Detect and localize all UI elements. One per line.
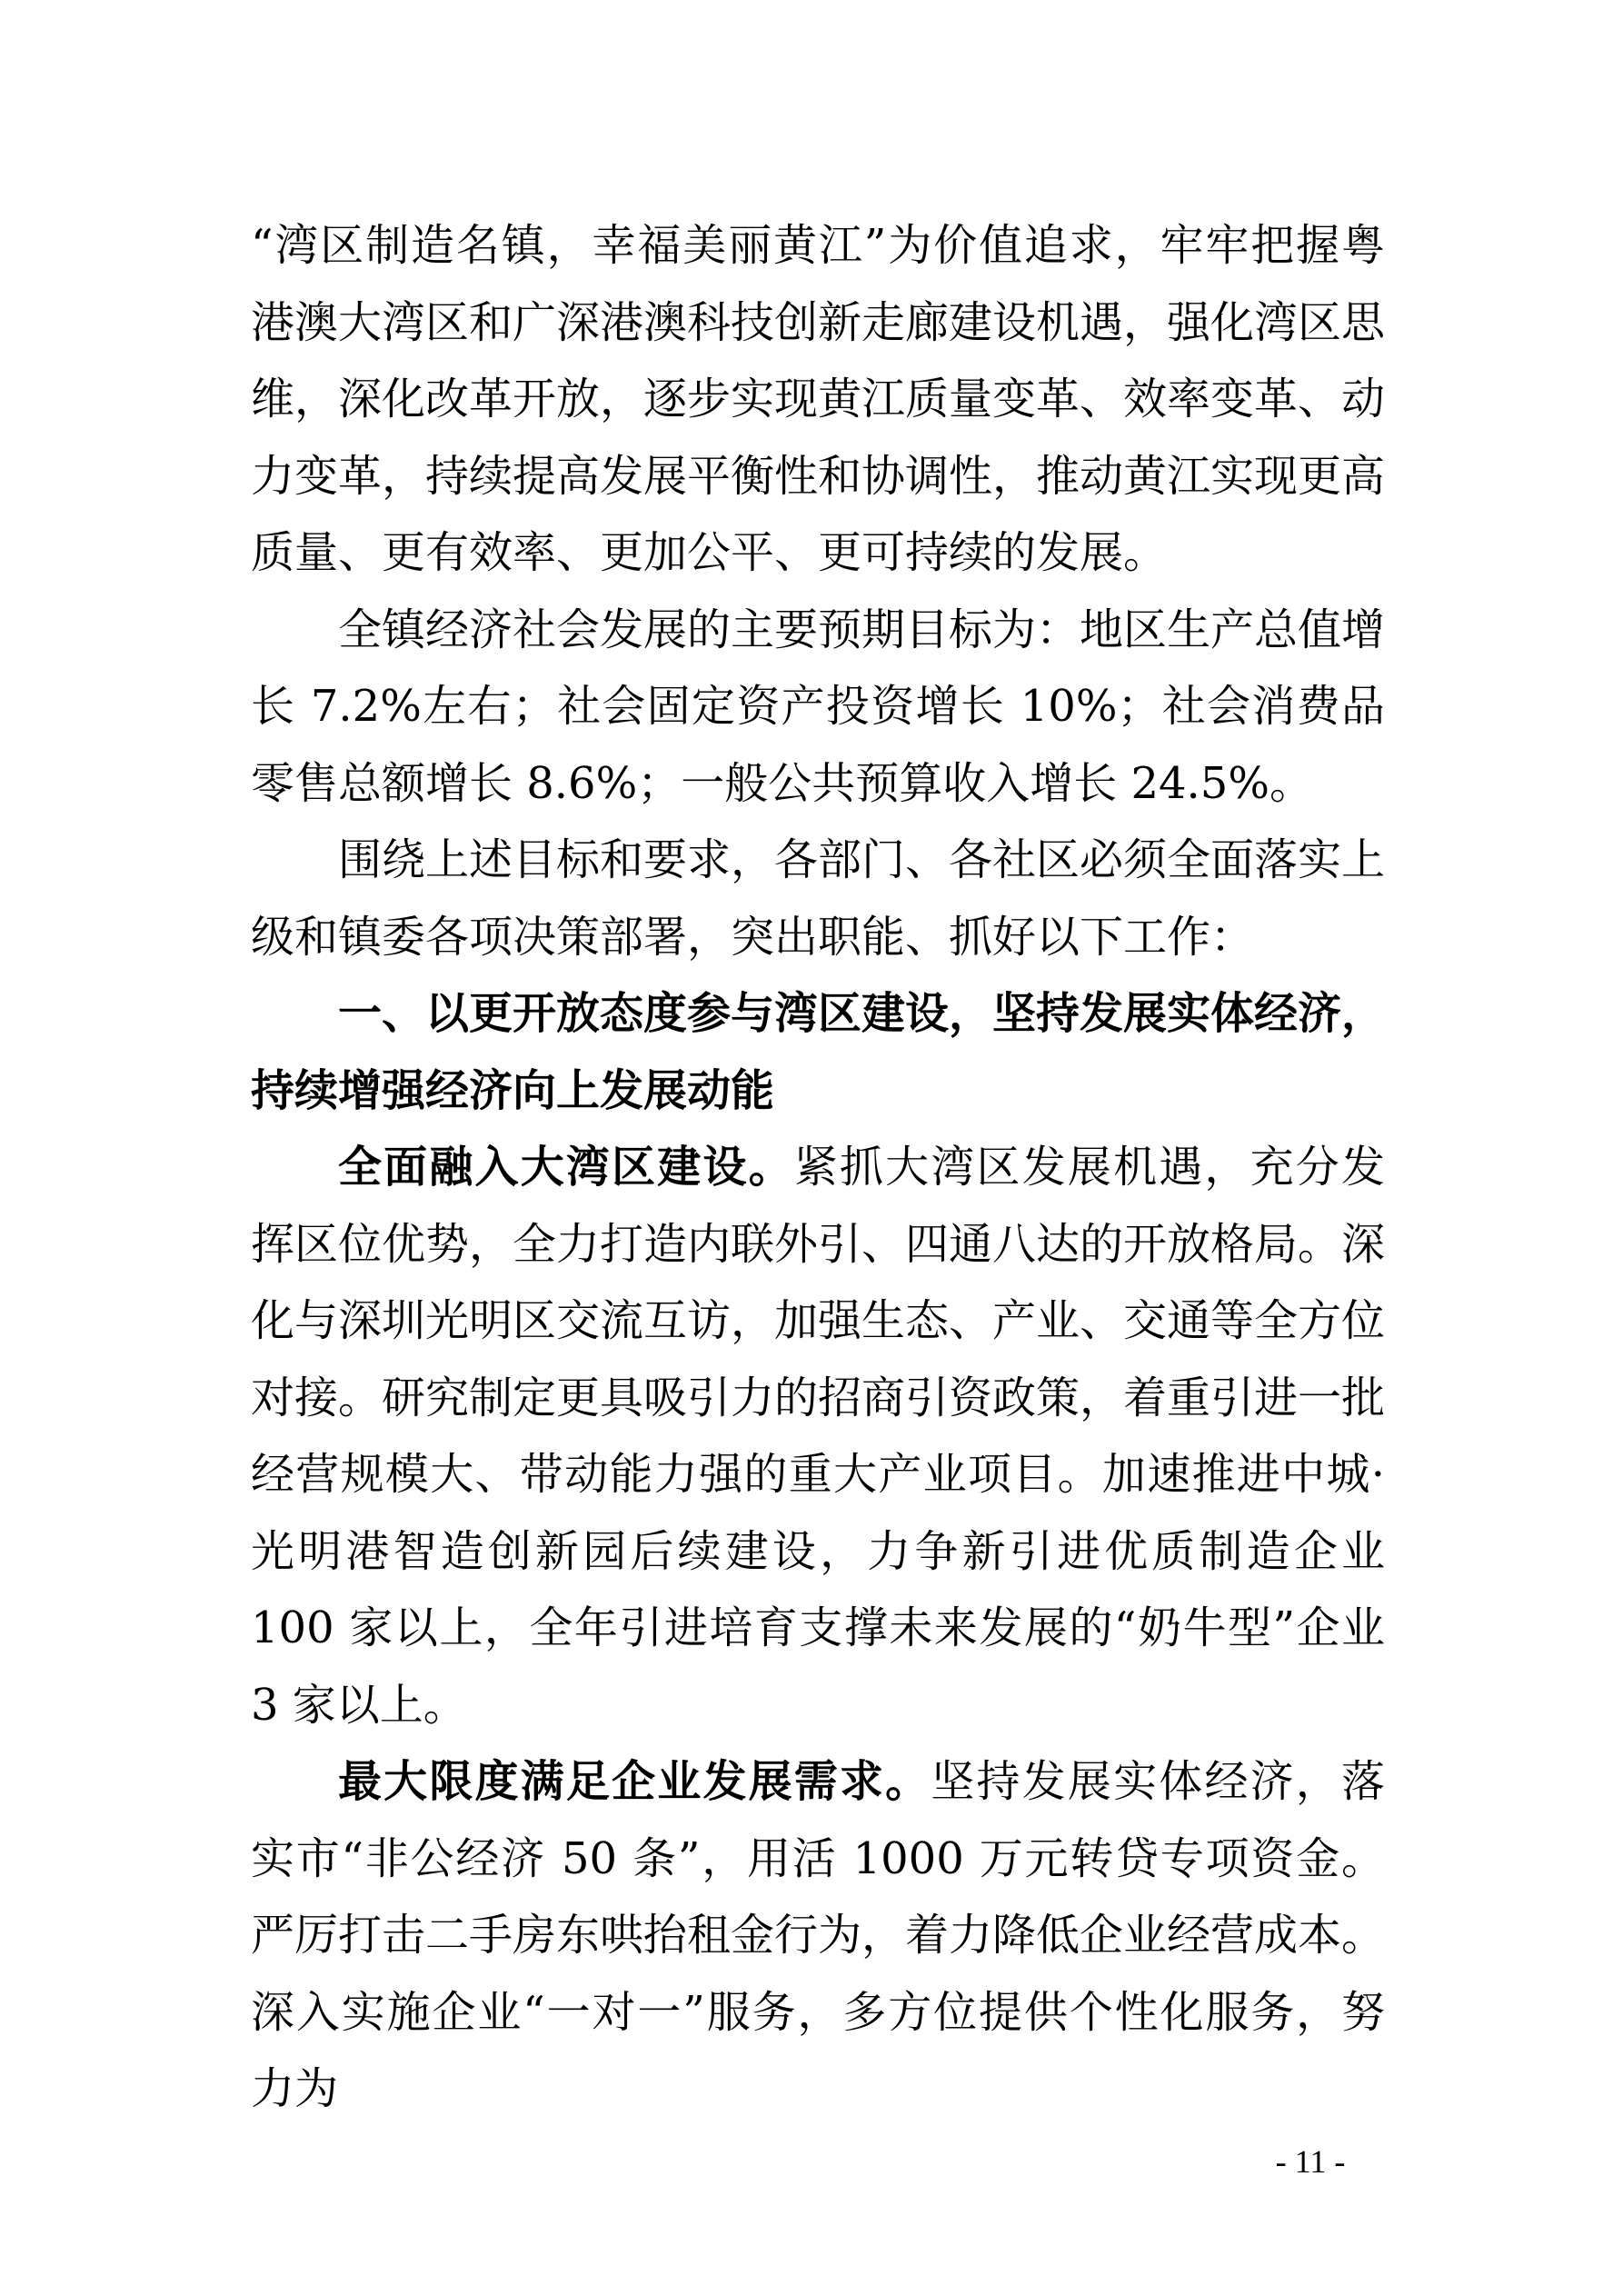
paragraph-text: 紧抓大湾区发展机遇，充分发挥区位优势，全力打造内联外引、四通八达的开放格局。深化与深圳光明区交流互访，加强生态、产业、交通等全方位对接。研究制定更具吸引力的招商引资政策，着重引进一批经营规模大、带动能力强的重大产业项目。加速推进中城·光明港智造创新园后续建设，力争新引进优质制造企业 100 家以上，全年引进培育支撑未来发展的“奶牛型”企业 3 家以上。 xyxy=(251,1142,1386,1731)
paragraph-text: “湾区制造名镇，幸福美丽黄江”为价值追求，牢牢把握粤港澳大湾区和广深港澳科技创新走廊建设机遇，强化湾区思维，深化改革开放，逐步实现黄江质量变革、效率变革、动力变革，持续提高发展平衡性和协调性，推动黄江实现更高质量、更有效率、更加公平、更可持续的发展。 xyxy=(251,220,1386,578)
paragraph-continuation xyxy=(251,207,1385,592)
paragraph-targets xyxy=(251,592,1385,823)
paragraph-greater-bay-area xyxy=(251,1129,1385,1743)
paragraph-text: 坚持发展实体经济，落实市“非公经济 50 条”，用活 1000 万元转贷专项资金。严厉打击二手房东哄抬租金行为，着力降低企业经营成本。深入实施企业“一对一”服务，多方位提供个性化服务，努力为 xyxy=(251,1756,1386,2114)
section-heading-text: 一、以更开放态度参与湾区建设，坚持发展实体经济，持续增强经济向上发展动能 xyxy=(251,988,1386,1116)
paragraph-text: 全镇经济社会发展的主要预期目标为：地区生产总值增长 7.2%左右；社会固定资产投资增长 10%；社会消费品零售总额增长 8.6%；一般公共预算收入增长 24.5%。 xyxy=(251,604,1386,809)
paragraph-tasks-intro xyxy=(251,822,1385,975)
paragraph-lead: 最大限度满足企业发展需求。 xyxy=(338,1756,931,1807)
paragraph-lead: 全面融入大湾区建设。 xyxy=(338,1142,794,1193)
paragraph-enterprise-needs xyxy=(251,1743,1385,2128)
page-number: - 11 - xyxy=(1275,2143,1346,2180)
document-body xyxy=(251,207,1385,2128)
section-heading xyxy=(251,975,1385,1129)
paragraph-text: 围绕上述目标和要求，各部门、各社区必须全面落实上级和镇委各项决策部署，突出职能、抓好以下工作： xyxy=(251,834,1386,963)
